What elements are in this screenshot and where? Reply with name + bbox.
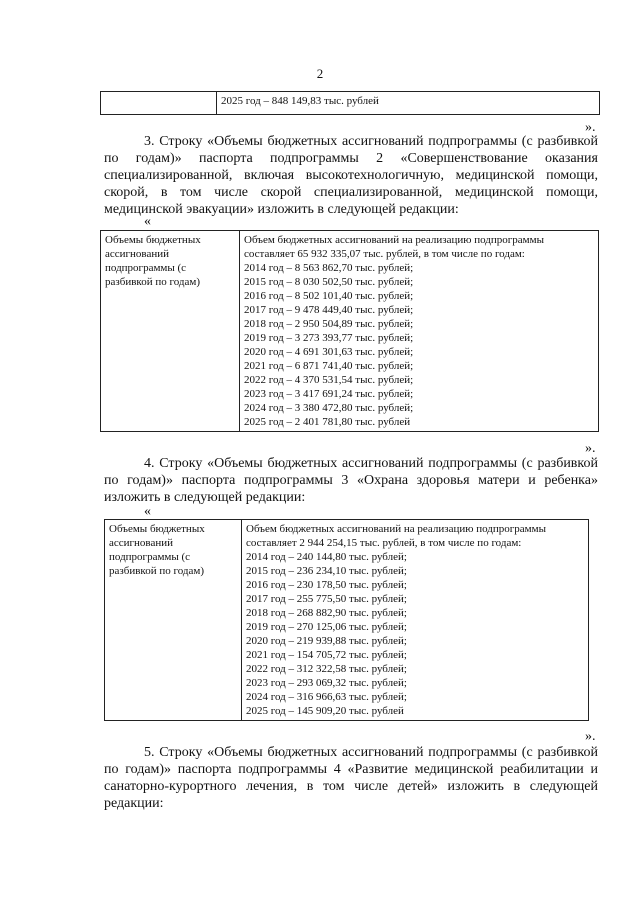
table-value-cell — [240, 231, 599, 432]
budget-table-subprogram-2 — [100, 230, 599, 432]
open-quote: « — [144, 214, 151, 229]
year-line: 2017 год – 9 478 449,40 тыс. рублей; — [244, 304, 414, 316]
year-line: 2017 год – 255 775,50 тыс. рублей; — [246, 593, 407, 605]
continuation-label-cell — [101, 92, 217, 115]
table-row — [101, 92, 600, 115]
budget-table-subprogram-3 — [104, 519, 589, 721]
close-mark: ». — [585, 441, 596, 456]
year-line: 2021 год – 154 705,72 тыс. рублей; — [246, 649, 407, 661]
table-intro: Объем бюджетных ассигнований на реализацию подпрограммы составляет 65 932 335,07 тыс. рублей, в том числе по годам: — [244, 234, 544, 260]
year-line: 2019 год – 270 125,06 тыс. рублей; — [246, 621, 407, 633]
paragraph-3-text: 3. Строку «Объемы бюджетных ассигнований подпрограммы (с разбивкой по годам)» паспорта подпрограммы 2 «Совершенствование оказания специализированной, включая высокотехнологичную, медицинской помощи, скорой, в том числе скорой специализированной, медицинской помощи, медицинской эвакуации» изложить в следующей редакции: — [104, 134, 598, 217]
year-line: 2015 год – 236 234,10 тыс. рублей; — [246, 565, 407, 577]
year-line: 2022 год – 312 322,58 тыс. рублей; — [246, 663, 407, 675]
year-line: 2020 год – 219 939,88 тыс. рублей; — [246, 635, 407, 647]
table-intro: Объем бюджетных ассигнований на реализацию подпрограммы составляет 2 944 254,15 тыс. рублей, в том числе по годам: — [246, 523, 546, 549]
table-row — [105, 520, 589, 721]
year-line: 2015 год – 8 030 502,50 тыс. рублей; — [244, 276, 414, 288]
year-line: 2019 год – 3 273 393,77 тыс. рублей; — [244, 332, 414, 344]
year-line: 2024 год – 3 380 472,80 тыс. рублей; — [244, 402, 414, 414]
year-line: 2025 год – 2 401 781,80 тыс. рублей — [244, 416, 411, 428]
paragraph-3 — [104, 133, 598, 218]
open-quote: « — [144, 504, 151, 519]
year-line: 2014 год – 8 563 862,70 тыс. рублей; — [244, 262, 414, 274]
table-label-cell: Объемы бюджетных ассигнований подпрограммы (с разбивкой по годам) — [105, 520, 242, 721]
year-line: 2024 год – 316 966,63 тыс. рублей; — [246, 691, 407, 703]
continuation-value-cell: 2025 год – 848 149,83 тыс. рублей — [217, 92, 600, 115]
year-line: 2016 год – 230 178,50 тыс. рублей; — [246, 579, 407, 591]
table-value-cell — [242, 520, 589, 721]
year-line: 2018 год – 2 950 504,89 тыс. рублей; — [244, 318, 414, 330]
paragraph-5 — [104, 744, 598, 812]
table-label-cell: Объемы бюджетных ассигнований подпрограммы (с разбивкой по годам) — [101, 231, 240, 432]
year-line: 2023 год – 293 069,32 тыс. рублей; — [246, 677, 407, 689]
close-mark: ». — [585, 120, 596, 135]
year-line: 2014 год – 240 144,80 тыс. рублей; — [246, 551, 407, 563]
year-line: 2023 год – 3 417 691,24 тыс. рублей; — [244, 388, 414, 400]
continuation-table — [100, 91, 600, 115]
close-mark: ». — [585, 729, 596, 744]
year-line: 2016 год – 8 502 101,40 тыс. рублей; — [244, 290, 414, 302]
year-line: 2022 год – 4 370 531,54 тыс. рублей; — [244, 374, 414, 386]
year-line: 2021 год – 6 871 741,40 тыс. рублей; — [244, 360, 414, 372]
paragraph-4-text: 4. Строку «Объемы бюджетных ассигнований подпрограммы (с разбивкой по годам)» паспорта подпрограммы 3 «Охрана здоровья матери и ребенка» изложить в следующей редакции: — [104, 456, 598, 505]
page-number: 2 — [316, 66, 324, 81]
paragraph-4 — [104, 455, 598, 506]
table-row — [101, 231, 599, 432]
year-line: 2018 год – 268 882,90 тыс. рублей; — [246, 607, 407, 619]
year-line: 2020 год – 4 691 301,63 тыс. рублей; — [244, 346, 414, 358]
paragraph-5-text: 5. Строку «Объемы бюджетных ассигнований подпрограммы (с разбивкой по годам)» паспорта подпрограммы 4 «Развитие медицинской реабилитации и санаторно-курортного лечения, в том числе детей» изложить в следующей редакции: — [104, 745, 598, 811]
year-line: 2025 год – 145 909,20 тыс. рублей — [246, 705, 404, 717]
